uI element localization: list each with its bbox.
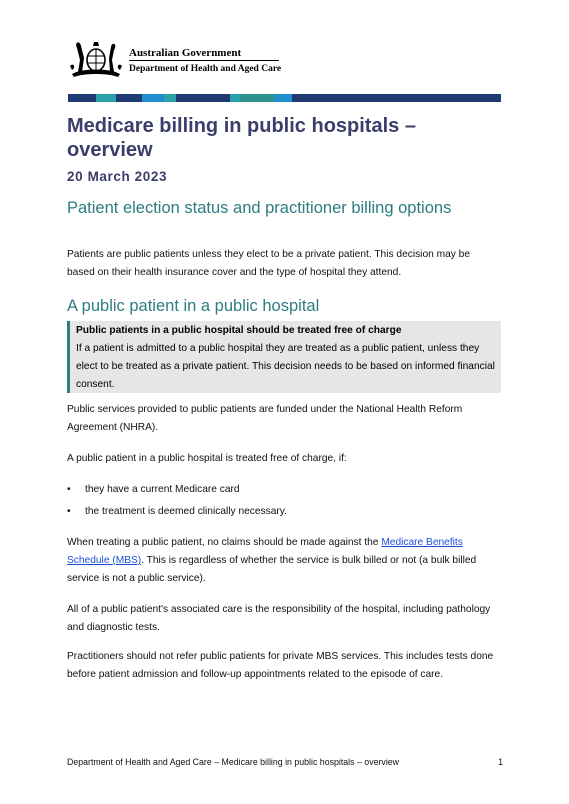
- bullet-icon: •: [67, 484, 71, 495]
- paragraph: All of a public patient's associated care is the responsibility of the hospital, including pathology and diagnostic tests.: [67, 604, 491, 633]
- section-heading-election-status: Patient election status and practitioner billing options: [67, 199, 452, 217]
- paragraph-mbs: [67, 534, 501, 588]
- page-title: Medicare billing in public hospitals – overview: [67, 115, 416, 161]
- list-item-text: the treatment is deemed clinically necessary.: [85, 506, 287, 517]
- paragraph: Patients are public patients unless they elect to be a private patient. This decision may be based on their health insurance cover and the type of hospital they attend.: [67, 249, 471, 278]
- callout-title: Public patients in a public hospital should be treated free of charge: [76, 325, 402, 336]
- band-segment: [164, 94, 176, 102]
- band-segment: [142, 94, 164, 102]
- header-divider: [129, 60, 279, 61]
- coat-of-arms-icon: [68, 38, 124, 80]
- bullet-icon: •: [67, 506, 71, 517]
- band-segment: [230, 94, 240, 102]
- color-band: [68, 94, 501, 102]
- page-number: 1: [498, 757, 503, 767]
- paragraph: A public patient in a public hospital is treated free of charge, if:: [67, 453, 347, 464]
- section-heading-public-patient: A public patient in a public hospital: [67, 297, 320, 315]
- paragraph: Public services provided to public patients are funded under the National Health Reform Agreement (NHRA).: [67, 404, 463, 433]
- page-header: [68, 38, 368, 82]
- callout-box: [67, 321, 501, 393]
- document-date: 20 March 2023: [67, 169, 168, 184]
- band-segment: [96, 94, 116, 102]
- band-segment: [240, 94, 274, 102]
- department-name: Department of Health and Aged Care: [129, 64, 282, 74]
- paragraph-text: . This is regardless of whether the service is bulk billed or not (a bulk billed service is not a public service).: [67, 555, 477, 584]
- paragraph: Practitioners should not refer public patients for private MBS services. This includes tests done before patient admission and follow-up appointments related to the episode of care.: [67, 651, 494, 680]
- band-segment: [116, 94, 142, 102]
- page-footer: [67, 757, 503, 767]
- band-segment: [176, 94, 230, 102]
- band-segment: [68, 94, 96, 102]
- mbs-link[interactable]: Medicare Benefits Schedule (MBS): [67, 537, 463, 566]
- government-name: Australian Government: [129, 47, 242, 59]
- callout-body: If a patient is admitted to a public hospital they are treated as a public patient, unless they elect to be treated as a private patient. This decision needs to be based on informed financial consent.: [76, 343, 495, 390]
- band-segment: [292, 94, 501, 102]
- paragraph-text: When treating a public patient, no claims should be made against the: [67, 537, 382, 548]
- list-item-text: they have a current Medicare card: [85, 484, 240, 495]
- band-segment: [274, 94, 292, 102]
- footer-text: Department of Health and Aged Care – Medicare billing in public hospitals – overview: [67, 757, 400, 767]
